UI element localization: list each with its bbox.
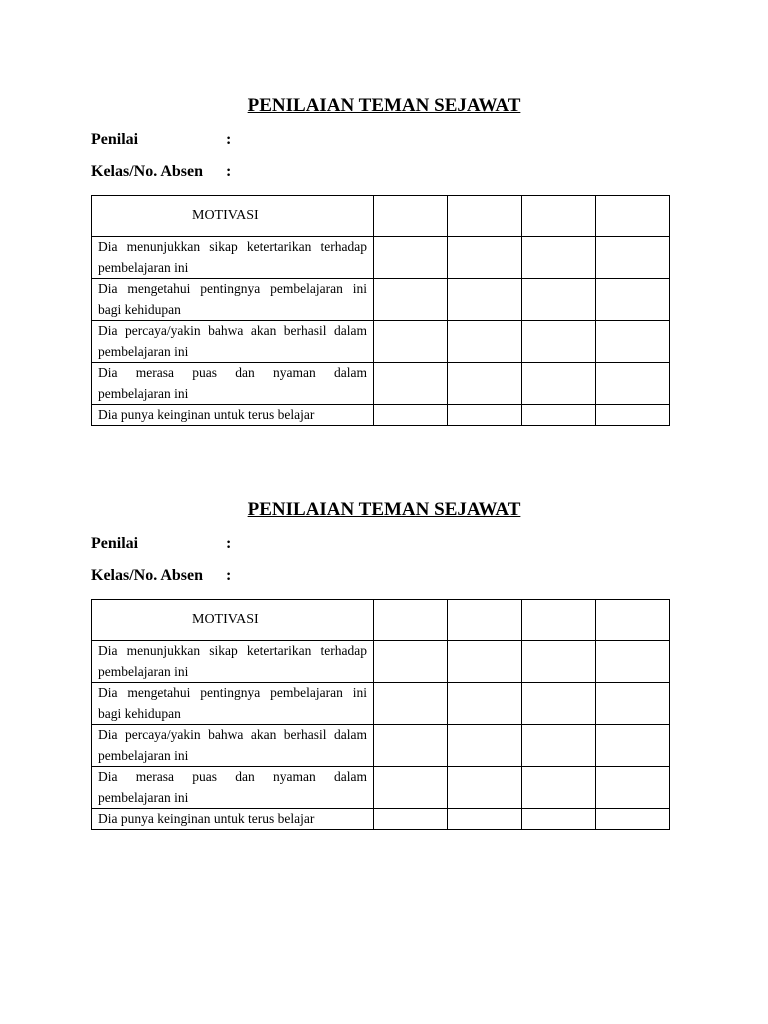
criterion-text: Dia merasa puas dan nyaman dalam pembelajaran ini [92,767,374,809]
penilai-label: Penilai [91,535,139,552]
kelas-absen-label: Kelas/No. Absen [91,567,204,584]
table-row [92,363,670,405]
table-row [92,641,670,683]
motivasi-header: MOTIVASI [92,196,374,237]
kelas-absen-colon: : [226,163,232,180]
score-cell[interactable] [522,321,596,363]
score-cell[interactable] [448,767,522,809]
score-cell[interactable] [374,363,448,405]
penilai-field[interactable] [91,129,232,151]
score-cell[interactable] [596,725,670,767]
score-cell[interactable] [448,363,522,405]
score-cell[interactable] [374,279,448,321]
criterion-text: Dia mengetahui pentingnya pembelajaran ini bagi kehidupan [92,279,374,321]
penilai-field[interactable] [91,533,232,555]
score-cell[interactable] [522,641,596,683]
score-cell[interactable] [522,363,596,405]
score-cell[interactable] [596,767,670,809]
criterion-text: Dia menunjukkan sikap ketertarikan terhadap pembelajaran ini [92,641,374,683]
score-cell[interactable] [374,767,448,809]
peer-assessment-form-2 [0,496,768,826]
criterion-text: Dia punya keinginan untuk terus belajar [92,809,374,830]
score-cell[interactable] [522,600,596,641]
score-cell[interactable] [596,641,670,683]
peer-assessment-form-1 [0,92,768,422]
criterion-text: Dia mengetahui pentingnya pembelajaran ini bagi kehidupan [92,683,374,725]
score-cell[interactable] [448,405,522,426]
score-cell[interactable] [374,405,448,426]
table-row [92,683,670,725]
criterion-text: Dia percaya/yakin bahwa akan berhasil dalam pembelajaran ini [92,321,374,363]
score-cell[interactable] [374,725,448,767]
table-row [92,767,670,809]
score-cell[interactable] [596,363,670,405]
kelas-absen-label: Kelas/No. Absen [91,163,204,180]
score-cell[interactable] [522,725,596,767]
score-cell[interactable] [374,641,448,683]
score-cell[interactable] [448,196,522,237]
score-cell[interactable] [596,237,670,279]
score-cell[interactable] [596,196,670,237]
score-cell[interactable] [596,405,670,426]
table-row [92,809,670,830]
score-cell[interactable] [374,321,448,363]
score-cell[interactable] [374,600,448,641]
score-cell[interactable] [522,237,596,279]
table-row [92,405,670,426]
table-header-row [92,600,670,641]
form-title: PENILAIAN TEMAN SEJAWAT [247,499,521,520]
score-cell[interactable] [596,279,670,321]
score-cell[interactable] [374,196,448,237]
kelas-absen-colon: : [226,567,232,584]
criterion-text: Dia merasa puas dan nyaman dalam pembelajaran ini [92,363,374,405]
table-row [92,725,670,767]
motivasi-header: MOTIVASI [92,600,374,641]
form-title: PENILAIAN TEMAN SEJAWAT [247,95,521,116]
score-cell[interactable] [448,641,522,683]
score-cell[interactable] [596,321,670,363]
table-header-row [92,196,670,237]
score-cell[interactable] [374,683,448,725]
table-row [92,279,670,321]
score-cell[interactable] [522,405,596,426]
criterion-text: Dia punya keinginan untuk terus belajar [92,405,374,426]
kelas-absen-field[interactable] [91,565,232,587]
score-cell[interactable] [448,809,522,830]
score-cell[interactable] [596,683,670,725]
score-cell[interactable] [448,725,522,767]
kelas-absen-field[interactable] [91,161,232,183]
table-row [92,321,670,363]
score-cell[interactable] [374,809,448,830]
score-cell[interactable] [448,321,522,363]
score-cell[interactable] [448,683,522,725]
score-cell[interactable] [522,279,596,321]
score-cell[interactable] [448,279,522,321]
criterion-text: Dia percaya/yakin bahwa akan berhasil dalam pembelajaran ini [92,725,374,767]
score-cell[interactable] [374,237,448,279]
penilai-label: Penilai [91,131,139,148]
penilai-colon: : [226,131,232,148]
score-cell[interactable] [596,809,670,830]
motivasi-table [91,195,670,426]
score-cell[interactable] [448,600,522,641]
table-row [92,237,670,279]
score-cell[interactable] [596,600,670,641]
motivasi-table [91,599,670,830]
score-cell[interactable] [522,809,596,830]
score-cell[interactable] [522,767,596,809]
score-cell[interactable] [522,196,596,237]
criterion-text: Dia menunjukkan sikap ketertarikan terhadap pembelajaran ini [92,237,374,279]
score-cell[interactable] [522,683,596,725]
score-cell[interactable] [448,237,522,279]
penilai-colon: : [226,535,232,552]
